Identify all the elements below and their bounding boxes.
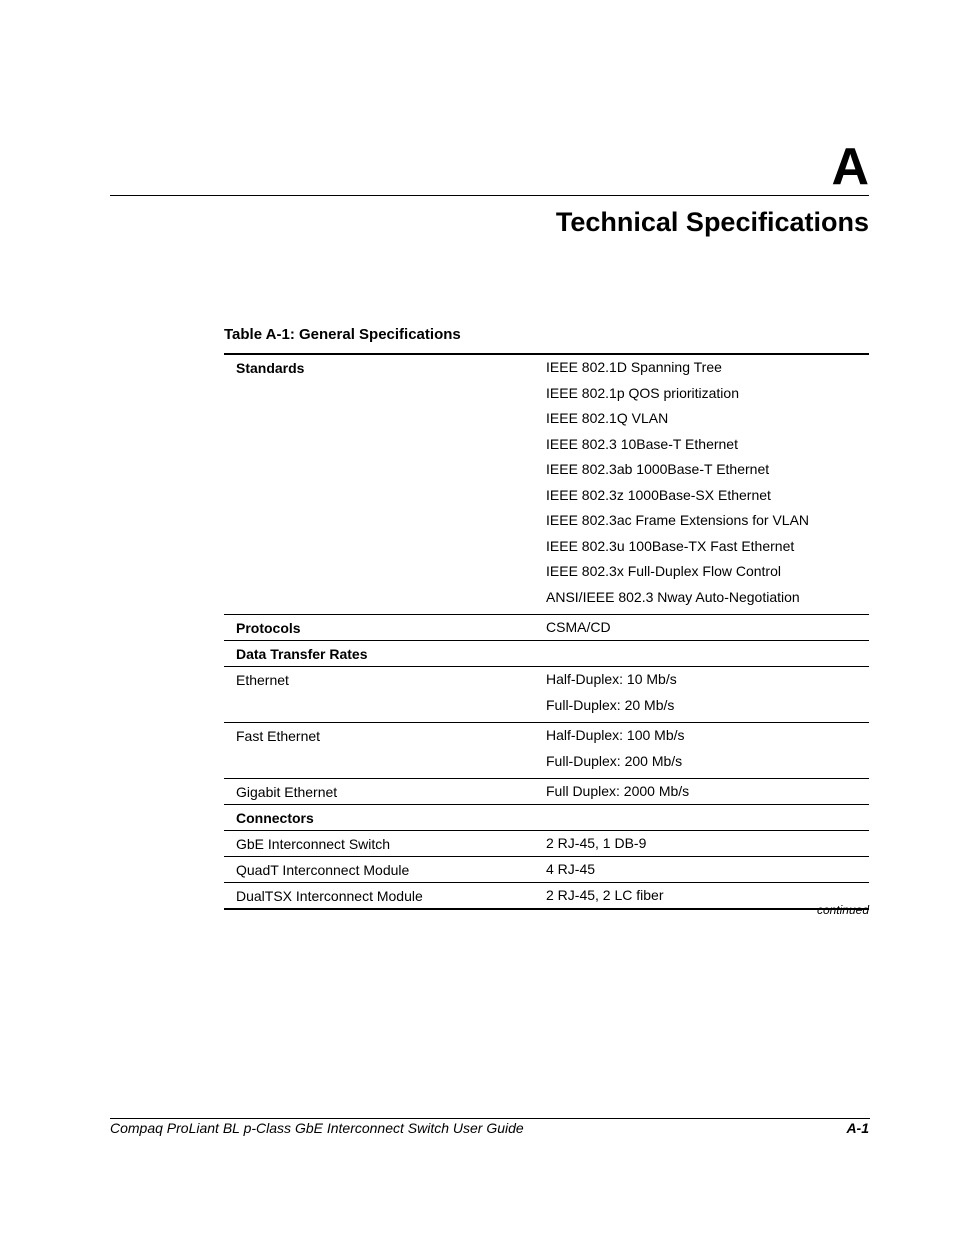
row-value: IEEE 802.3 10Base-T Ethernet bbox=[546, 435, 738, 452]
row-value: 4 RJ-45 bbox=[546, 861, 596, 877]
row-label: Ethernet bbox=[236, 672, 289, 688]
row-value: Half-Duplex: 100 Mb/s bbox=[546, 727, 685, 743]
row-values bbox=[546, 355, 869, 614]
row-values bbox=[546, 723, 869, 778]
row-value: IEEE 802.3ab 1000Base-T Ethernet bbox=[546, 461, 770, 477]
row-label: Fast Ethernet bbox=[236, 728, 321, 744]
row-value: IEEE 802.3z 1000Base-SX Ethernet bbox=[546, 486, 771, 503]
footer-rule bbox=[110, 1118, 870, 1119]
row-label: Connectors bbox=[236, 810, 314, 826]
footer-title: Compaq ProLiant BL p-Class GbE Interconnect Switch User Guide bbox=[110, 1120, 524, 1136]
table-row bbox=[224, 640, 869, 666]
chapter-letter: A bbox=[831, 138, 869, 196]
row-values bbox=[546, 641, 869, 666]
footer-page-number: A-1 bbox=[846, 1120, 869, 1136]
row-label: QuadT Interconnect Module bbox=[236, 862, 410, 878]
table-row bbox=[224, 804, 869, 830]
row-value: IEEE 802.1D Spanning Tree bbox=[546, 359, 722, 375]
row-values bbox=[546, 779, 869, 804]
row-value: Half-Duplex: 10 Mb/s bbox=[546, 671, 677, 687]
row-label: Standards bbox=[236, 360, 305, 376]
row-value: Full-Duplex: 20 Mb/s bbox=[546, 696, 675, 713]
row-value: ANSI/IEEE 802.3 Nway Auto-Negotiation bbox=[546, 588, 800, 605]
row-value: CSMA/CD bbox=[546, 619, 611, 635]
table-row bbox=[224, 830, 869, 856]
row-values bbox=[546, 805, 869, 830]
spec-table bbox=[224, 353, 869, 910]
row-value: Full-Duplex: 200 Mb/s bbox=[546, 752, 683, 769]
row-value: Full Duplex: 2000 Mb/s bbox=[546, 783, 690, 799]
row-values bbox=[546, 615, 869, 640]
table-caption: Table A-1: General Specifications bbox=[224, 326, 461, 343]
row-value: IEEE 802.3x Full-Duplex Flow Control bbox=[546, 563, 781, 579]
row-value: 2 RJ-45, 1 DB-9 bbox=[546, 835, 647, 851]
chapter-title: Technical Specifications bbox=[555, 207, 869, 237]
row-values bbox=[546, 857, 869, 882]
table-row bbox=[224, 722, 869, 778]
row-label: Gigabit Ethernet bbox=[236, 784, 338, 800]
row-label: GbE Interconnect Switch bbox=[236, 836, 391, 852]
row-label: Data Transfer Rates bbox=[236, 646, 368, 662]
table-row bbox=[224, 778, 869, 804]
row-label: Protocols bbox=[236, 620, 301, 636]
row-value: 2 RJ-45, 2 LC fiber bbox=[546, 887, 664, 903]
table-row bbox=[224, 614, 869, 640]
row-label: DualTSX Interconnect Module bbox=[236, 888, 423, 904]
row-value: IEEE 802.1p QOS prioritization bbox=[546, 384, 739, 401]
row-value: IEEE 802.3ac Frame Extensions for VLAN bbox=[546, 512, 810, 528]
continued-note: continued bbox=[816, 903, 869, 917]
table-row bbox=[224, 666, 869, 722]
chapter-rule bbox=[110, 195, 869, 196]
table-row bbox=[224, 856, 869, 882]
table-row bbox=[224, 355, 869, 614]
row-values bbox=[546, 667, 869, 722]
table-row bbox=[224, 882, 869, 908]
row-value: IEEE 802.1Q VLAN bbox=[546, 410, 669, 426]
row-values bbox=[546, 831, 869, 856]
row-value: IEEE 802.3u 100Base-TX Fast Ethernet bbox=[546, 537, 795, 554]
